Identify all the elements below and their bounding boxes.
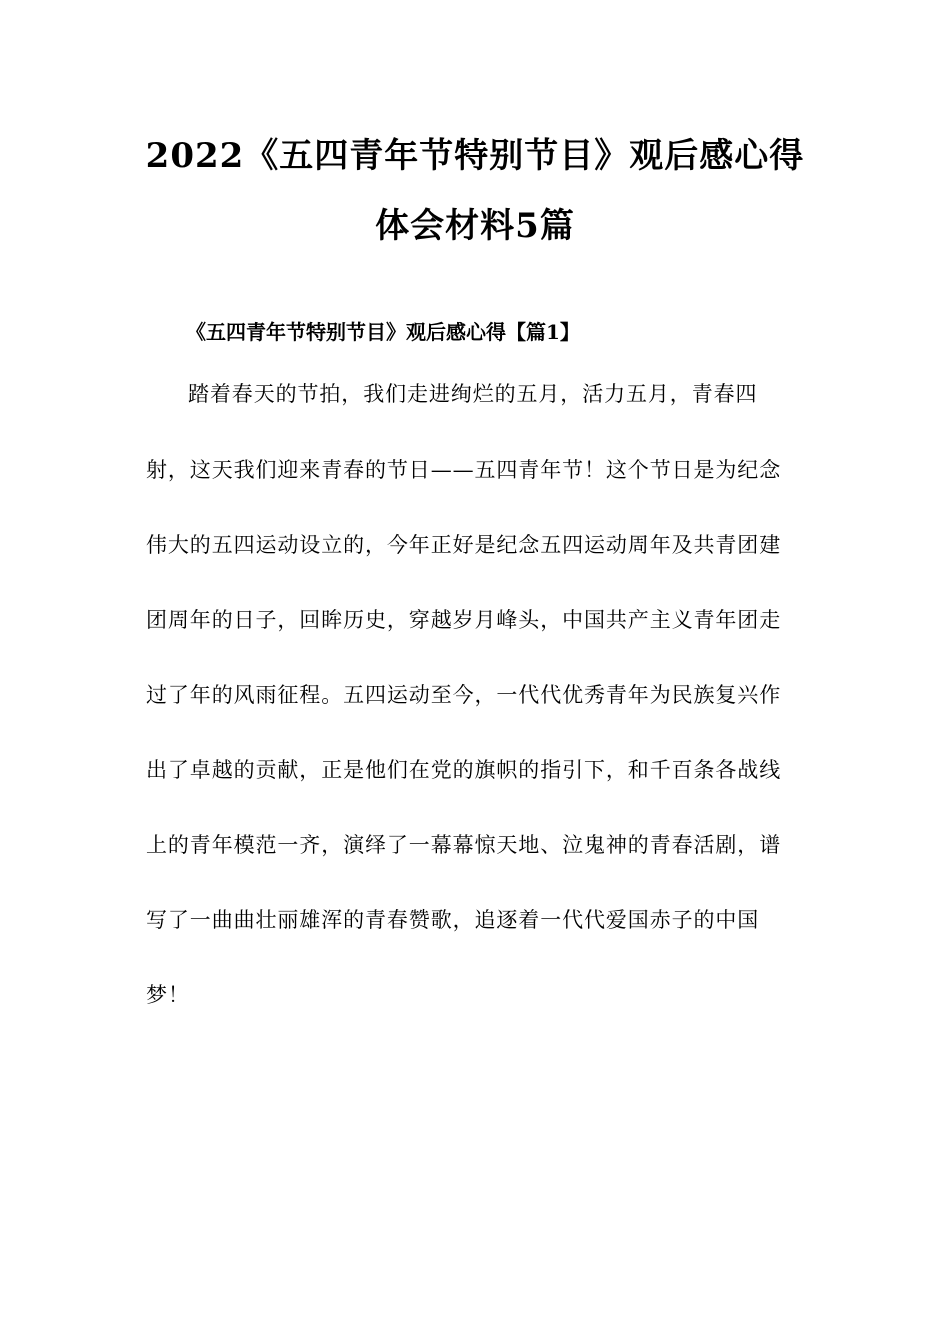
document-title-line-2: 体会材料5篇 [375, 206, 575, 246]
section-heading: 《五四青年节特别节目》观后感心得【篇1】 [186, 320, 580, 344]
paragraph-line-3: 伟大的五四运动设立的，今年正好是纪念五四运动周年及共青团建 [146, 533, 782, 557]
paragraph-line-5: 过了年的风雨征程。五四运动至今，一代代优秀青年为民族复兴作 [146, 683, 782, 707]
paragraph-line-8: 写了一曲曲壮丽雄浑的青春赞歌，追逐着一代代爱国赤子的中国 [146, 908, 760, 932]
paragraph-line-1: 踏着春天的节拍，我们走进绚烂的五月，活力五月，青春四 [188, 382, 758, 406]
paragraph-line-6: 出了卓越的贡献，正是他们在党的旗帜的指引下，和千百条各战线 [146, 758, 782, 782]
paragraph-line-4: 团周年的日子，回眸历史，穿越岁月峰头，中国共产主义青年团走 [146, 608, 782, 632]
document-title-line-1: 2022《五四青年节特别节目》观后感心得 [145, 136, 805, 176]
paragraph-line-9: 梦！ [146, 983, 190, 1007]
paragraph-line-2: 射，这天我们迎来青春的节日——五四青年节！这个节日是为纪念 [146, 458, 782, 482]
paragraph-line-7: 上的青年模范一齐，演绎了一幕幕惊天地、泣鬼神的青春活剧，谱 [146, 833, 782, 857]
